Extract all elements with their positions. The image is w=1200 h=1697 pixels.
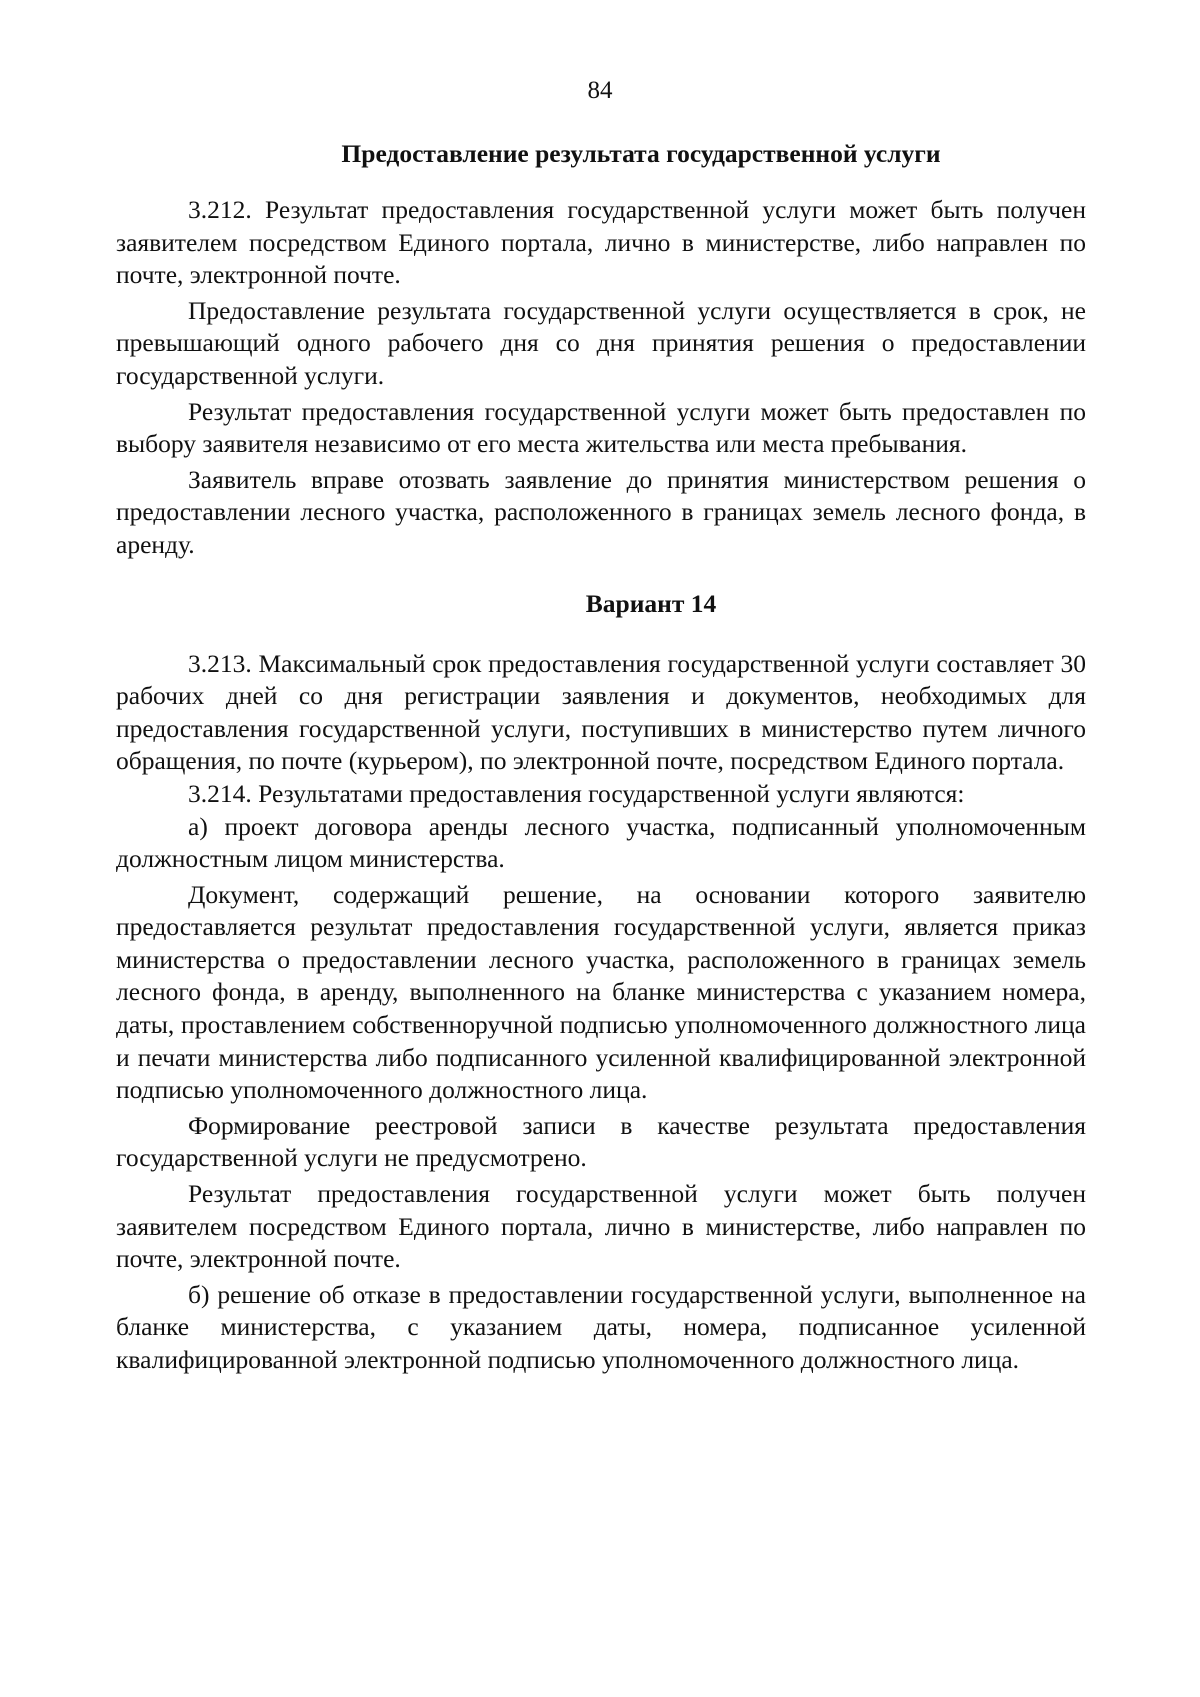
section-heading-variant-14: Вариант 14 [585,588,717,618]
paragraph-document-decision: Документ, содержащий решение, на основании которого заявителю предоставляется результат предоставления государственной услуги, является приказ министерства о предоставлении лесного участка, расположенного в границах земель лесного фонда, в аренду, выполненного на бланке министерства с указанием номера, даты, проставлением собственноручной подписью уполномоченного должностного лица и печати министерства либо подписанного усиленной квалифицированной электронной подписью уполномоченного должностного лица. [116,879,1086,1105]
paragraph-result-delivery: Результат предоставления государственной услуги может быть получен заявителем посредством Единого портала, лично в министерстве, либо направлен по почте, электронной почте. [116,1179,1086,1274]
page-number: 84 [587,77,613,104]
paragraph-item-b: б) решение об отказе в предоставлении государственной услуги, выполненное на бланке министерства, с указанием даты, номера, подписанное усиленной квалифицированной электронной подписью уполномоченного должностного лица. [116,1279,1086,1374]
paragraph-3-213: 3.213. Максимальный срок предоставления государственной услуги составляет 30 рабочих дней со дня регистрации заявления и документов, необходимых для предоставления государственной услуги, поступивших в министерство путем личного обращения, по почте (курьером), по электронной почте, посредством Единого портала. [116,648,1086,776]
paragraph-item-a: а) проект договора аренды лесного участка, подписанный уполномоченным должностным лицом министерства. [116,811,1086,874]
paragraph-result-choice: Результат предоставления государственной услуги может быть предоставлен по выбору заявителя независимо от его места жительства или места пребывания. [116,396,1086,459]
paragraph-result-term: Предоставление результата государственной услуги осуществляется в срок, не превышающий одного рабочего дня со дня принятия решения о предоставлении государственной услуги. [116,295,1086,390]
paragraph-3-212: 3.212. Результат предоставления государственной услуги может быть получен заявителем посредством Единого портала, лично в министерстве, либо направлен по почте, электронной почте. [116,195,1086,290]
section-heading-result: Предоставление результата государственной услуги [341,139,941,168]
document-body [116,138,1086,1377]
paragraph-3-214: 3.214. Результатами предоставления государственной услуги являются: [188,778,965,808]
paragraph-withdraw: Заявитель вправе отозвать заявление до принятия министерством решения о предоставлении лесного участка, расположенного в границах земель лесного фонда, в аренду. [116,464,1086,559]
paragraph-registry-record: Формирование реестровой записи в качестве результата предоставления государственной услуги не предусмотрено. [116,1110,1086,1173]
